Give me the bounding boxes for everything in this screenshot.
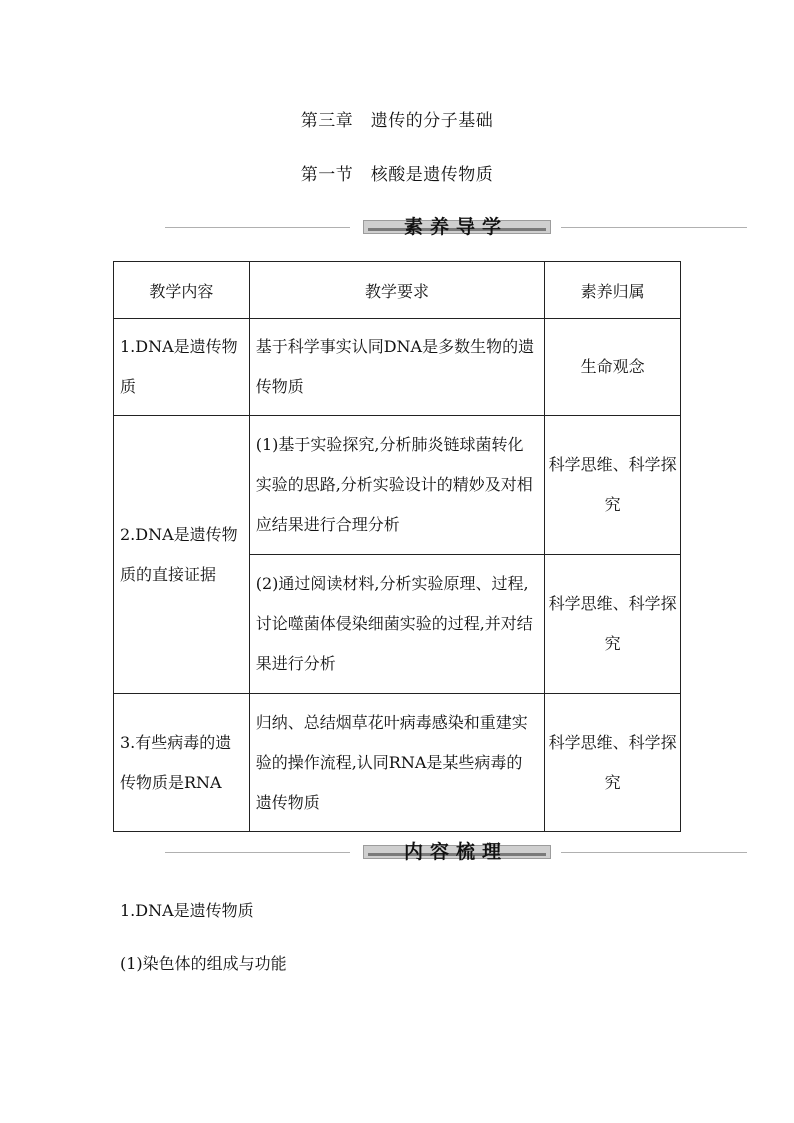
table-row — [114, 416, 681, 555]
section-banner-literacy — [165, 216, 747, 240]
teaching-goals-table — [113, 261, 681, 832]
header-requirement: 教学要求 — [249, 262, 545, 319]
banner-label: 内容梳理 — [403, 841, 508, 863]
cell-requirement: 归纳、总结烟草花叶病毒感染和重建实验的操作流程,认同RNA是某些病毒的遗传物质 — [249, 694, 545, 832]
table-row — [114, 319, 681, 416]
banner-rule-left — [165, 227, 350, 228]
table-header-row — [114, 262, 681, 319]
cell-content: 1.DNA是遗传物质 — [114, 319, 250, 416]
chapter-title: 第三章 遗传的分子基础 — [300, 111, 494, 131]
cell-content: 3.有些病毒的遗传物质是RNA — [114, 694, 250, 832]
cell-literacy: 科学思维、科学探究 — [545, 694, 681, 832]
cell-literacy: 科学思维、科学探究 — [545, 555, 681, 694]
section-banner-content — [165, 841, 747, 865]
section-title: 第一节 核酸是遗传物质 — [300, 165, 494, 185]
header-literacy: 素养归属 — [545, 262, 681, 319]
table-row — [114, 694, 681, 832]
cell-literacy: 科学思维、科学探究 — [545, 416, 681, 555]
header-content: 教学内容 — [114, 262, 250, 319]
cell-requirement: 基于科学事实认同DNA是多数生物的遗传物质 — [249, 319, 545, 416]
cell-requirement: (2)通过阅读材料,分析实验原理、过程,讨论噬菌体侵染细菌实验的过程,并对结果进行分析 — [249, 555, 545, 694]
banner-rule-right — [561, 852, 747, 853]
banner-rule-right — [561, 227, 747, 228]
cell-literacy: 生命观念 — [545, 319, 681, 416]
banner-rule-left — [165, 852, 350, 853]
banner-label: 素养导学 — [403, 216, 508, 238]
cell-requirement: (1)基于实验探究,分析肺炎链球菌转化实验的思路,分析实验设计的精妙及对相应结果进行合理分析 — [249, 416, 545, 555]
subheading-chromosome: (1)染色体的组成与功能 — [120, 954, 287, 973]
cell-content: 2.DNA是遗传物质的直接证据 — [114, 416, 250, 694]
heading-dna-genetic-material: 1.DNA是遗传物质 — [120, 901, 254, 920]
